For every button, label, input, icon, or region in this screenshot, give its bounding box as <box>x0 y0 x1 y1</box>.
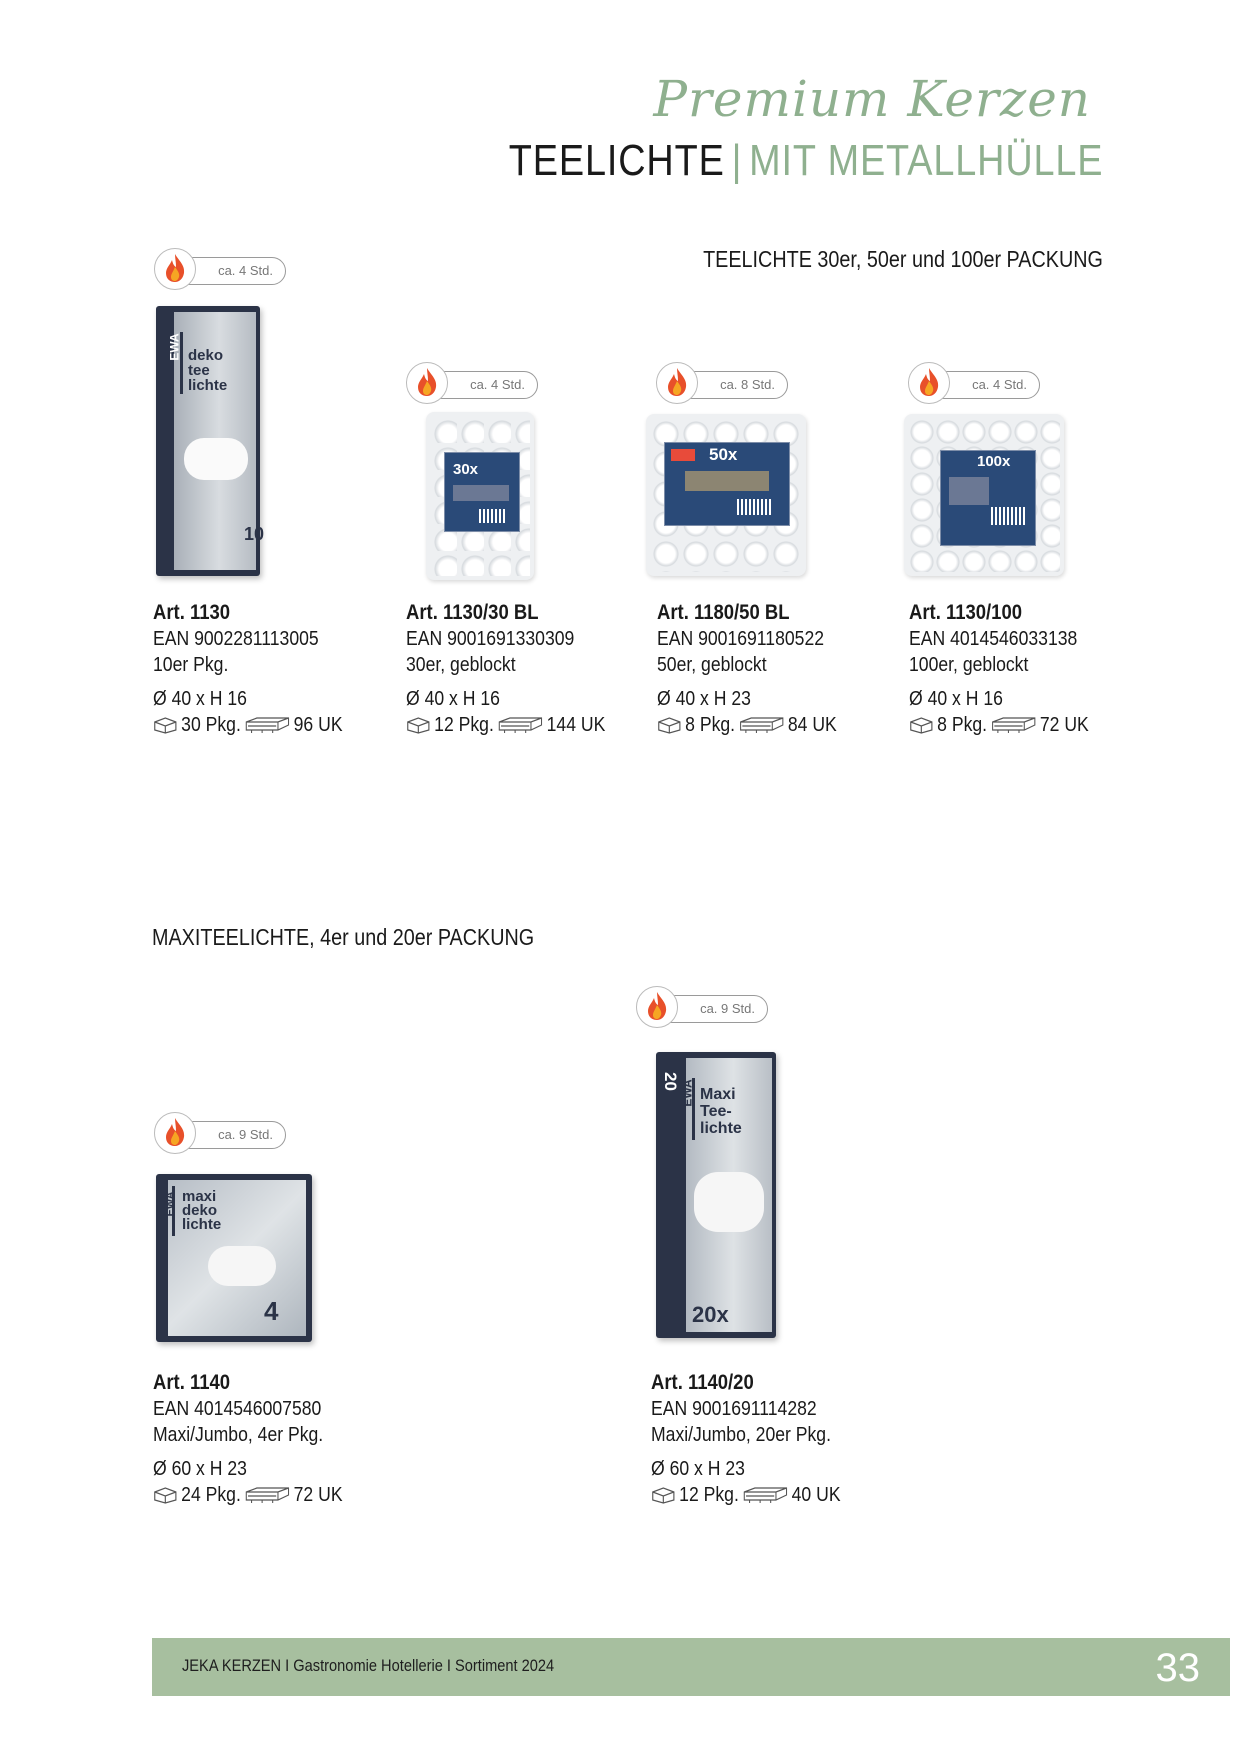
pallet-icon <box>244 716 290 734</box>
product-info <box>406 600 636 741</box>
package-description: 50er, geblockt <box>657 654 767 676</box>
barcode-icon <box>737 499 771 515</box>
pallet-icon <box>742 1486 788 1504</box>
dimensions: Ø 60 x H 23 <box>651 1458 745 1480</box>
dimensions: Ø 60 x H 23 <box>153 1458 247 1480</box>
product-info <box>153 600 383 741</box>
product-image <box>426 412 534 580</box>
package-label: 100x <box>977 453 1011 470</box>
package-text: maxi <box>182 1188 217 1205</box>
package-label: 50x <box>709 445 738 464</box>
burn-time-badge <box>154 254 286 286</box>
ean: EAN 9001691330309 <box>406 628 575 650</box>
package-text: deko <box>182 1202 218 1219</box>
package-count: 10 <box>244 524 265 544</box>
carton-icon <box>406 716 431 734</box>
product-image <box>656 1052 776 1338</box>
article-number: Art. 1130 <box>153 601 231 624</box>
carton-quantity: 8 Pkg. <box>685 714 736 736</box>
burn-time: ca. 9 Std. <box>700 1001 755 1016</box>
product-info <box>651 1370 881 1511</box>
flame-icon <box>163 1117 187 1147</box>
package-description: Maxi/Jumbo, 4er Pkg. <box>153 1424 324 1446</box>
flame-icon <box>163 253 187 283</box>
burn-time-badge <box>154 1118 286 1150</box>
section-heading-maxiteelichte: MAXITEELICHTE, 4er und 20er PACKUNG <box>152 924 535 950</box>
ean: EAN 4014546033138 <box>909 628 1078 650</box>
package-description: Maxi/Jumbo, 20er Pkg. <box>651 1424 831 1446</box>
burn-time: ca. 4 Std. <box>470 377 525 392</box>
package-description: 30er, geblockt <box>406 654 516 676</box>
ean: EAN 9002281113005 <box>153 628 319 650</box>
carton-icon <box>909 716 934 734</box>
package-side-count: 20 <box>661 1072 680 1091</box>
dimensions: Ø 40 x H 23 <box>657 688 751 710</box>
product-info <box>657 600 887 741</box>
burn-time-badge <box>406 368 538 400</box>
brand-logo: EWA <box>167 333 182 361</box>
package-description: 100er, geblockt <box>909 654 1029 676</box>
dimensions: Ø 40 x H 16 <box>909 688 1003 710</box>
pallet-quantity: 144 UK <box>546 714 606 736</box>
package-description: 10er Pkg. <box>153 654 229 676</box>
package-count: 20x <box>692 1302 729 1327</box>
page-title <box>508 136 1103 186</box>
ean: EAN 9001691114282 <box>651 1398 817 1420</box>
package-text: Maxi <box>700 1086 736 1103</box>
product-image <box>646 414 806 576</box>
product-info <box>909 600 1139 741</box>
package-text: lichte <box>182 1216 222 1233</box>
burn-time-badge <box>908 368 1040 400</box>
flame-icon <box>917 367 941 397</box>
carton-icon <box>153 716 178 734</box>
footer-text: JEKA KERZEN I Gastronomie Hotellerie I Sortiment 2024 <box>182 1656 555 1675</box>
pallet-quantity: 84 UK <box>787 714 837 736</box>
product-info <box>153 1370 383 1511</box>
flame-icon <box>645 991 669 1021</box>
section-heading-teelichte: TEELICHTE 30er, 50er und 100er PACKUNG <box>703 246 1103 272</box>
carton-icon <box>153 1486 178 1504</box>
pallet-icon <box>497 716 543 734</box>
article-number: Art. 1130/100 <box>909 601 1023 624</box>
flame-icon <box>665 367 689 397</box>
package-text: lichte <box>188 377 228 394</box>
title-main: TEELICHTE <box>508 136 725 185</box>
pallet-icon <box>739 716 785 734</box>
pallet-quantity: 72 UK <box>293 1484 343 1506</box>
flame-icon <box>415 367 439 397</box>
pallet-quantity: 40 UK <box>791 1484 841 1506</box>
burn-time: ca. 9 Std. <box>218 1127 273 1142</box>
carton-quantity: 12 Pkg. <box>434 714 494 736</box>
package-label: 30x <box>453 461 479 478</box>
barcode-icon <box>479 509 505 523</box>
article-number: Art. 1180/50 BL <box>657 601 790 624</box>
package-text: tee <box>188 362 210 379</box>
burn-time-badge <box>656 368 788 400</box>
package-text: lichte <box>700 1120 742 1137</box>
package-count: 4 <box>264 1296 279 1326</box>
burn-time: ca. 4 Std. <box>218 263 273 278</box>
brand-logo: EWA <box>164 1191 177 1217</box>
carton-quantity: 30 Pkg. <box>181 714 241 736</box>
product-image <box>156 306 265 576</box>
pallet-quantity: 96 UK <box>293 714 343 736</box>
carton-quantity: 12 Pkg. <box>679 1484 739 1506</box>
barcode-icon <box>991 507 1025 525</box>
burn-time: ca. 4 Std. <box>972 377 1027 392</box>
title-sub: MIT METALLHÜLLE <box>748 136 1103 185</box>
pallet-quantity: 72 UK <box>1039 714 1089 736</box>
pallet-icon <box>244 1486 290 1504</box>
title-separator: | <box>731 136 742 185</box>
pallet-icon <box>991 716 1037 734</box>
burn-time: ca. 8 Std. <box>720 377 775 392</box>
burn-time-badge <box>636 992 768 1024</box>
product-image <box>156 1174 312 1342</box>
page-number: 33 <box>1155 1646 1200 1690</box>
script-title: Premium Kerzen <box>653 70 1091 128</box>
article-number: Art. 1140 <box>153 1371 231 1394</box>
package-text: deko <box>188 347 224 364</box>
ean: EAN 9001691180522 <box>657 628 825 650</box>
brand-logo: EWA <box>680 1079 695 1107</box>
ean: EAN 4014546007580 <box>153 1398 322 1420</box>
article-number: Art. 1130/30 BL <box>406 601 539 624</box>
dimensions: Ø 40 x H 16 <box>406 688 500 710</box>
package-text: Tee- <box>700 1103 732 1120</box>
product-image <box>904 414 1064 576</box>
article-number: Art. 1140/20 <box>651 1371 754 1394</box>
footer-bar <box>152 1638 1230 1696</box>
dimensions: Ø 40 x H 16 <box>153 688 247 710</box>
carton-quantity: 8 Pkg. <box>937 714 988 736</box>
carton-icon <box>651 1486 676 1504</box>
carton-icon <box>657 716 682 734</box>
carton-quantity: 24 Pkg. <box>181 1484 241 1506</box>
